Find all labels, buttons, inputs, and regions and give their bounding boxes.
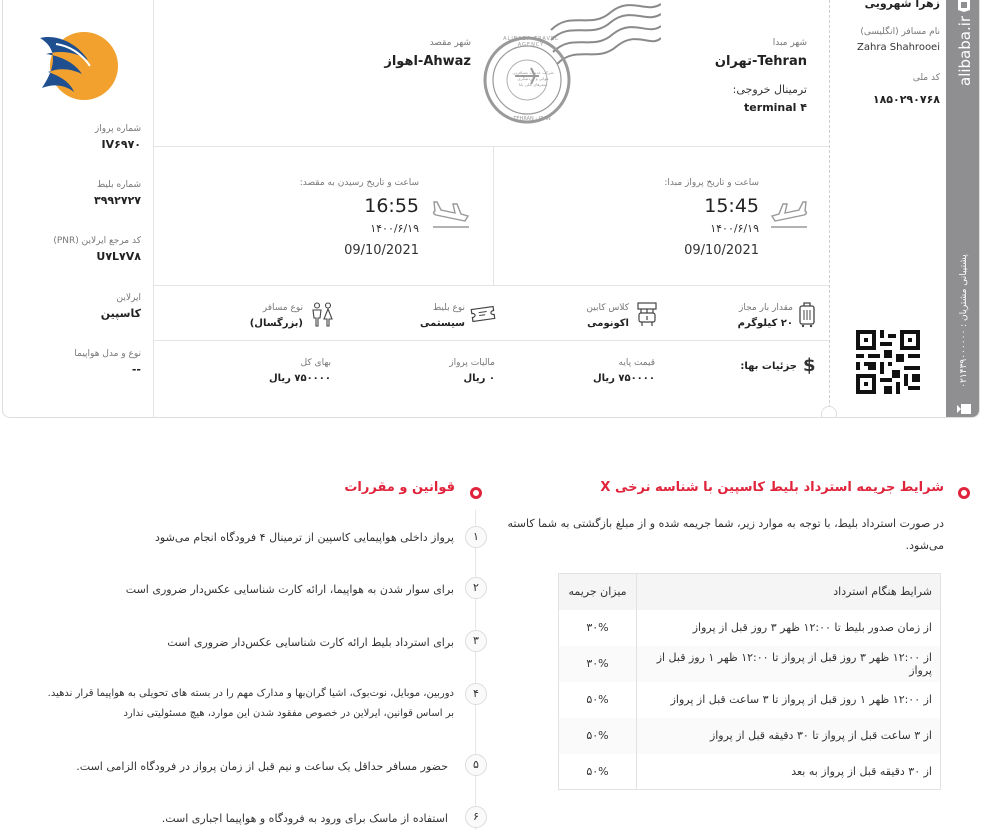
aircraft-label: نوع و مدل هواپیما	[74, 349, 141, 359]
rule-number: ۶	[465, 806, 487, 828]
rule-number: ۲	[465, 577, 487, 599]
refund-title: شرایط جریمه استرداد بلیط کاسپین با شناسه نرخی X	[600, 480, 944, 495]
passenger-name-en: Zahra Shahrooei	[857, 42, 940, 53]
ticket-number: ۳۹۹۲۷۲۷	[94, 194, 141, 207]
refund-penalty: ۵۰%	[559, 718, 637, 754]
departure-date-fa: ۱۴۰۰/۶/۱۹	[710, 222, 759, 235]
ticket-type: سیستمی	[420, 318, 465, 329]
stamp-top-text: ALIBABA TRAVEL AGENCY	[503, 36, 559, 48]
refund-table	[558, 573, 941, 790]
passenger-name: زهرا شهرویی	[864, 0, 940, 10]
divider	[153, 340, 829, 341]
tear-line	[829, 0, 830, 418]
national-id: ۱۸۵۰۲۹۰۷۶۸	[872, 93, 940, 106]
dollar-icon: $	[803, 355, 816, 376]
table-row	[559, 646, 941, 682]
ticket-number-label: شماره بلیط	[96, 180, 141, 190]
rule-text: استفاده از ماسک برای ورود به فرودگاه و هواپیما اجباری است.	[161, 812, 448, 825]
arrival-label: ساعت و تاریخ رسیدن به مقصد:	[299, 178, 419, 188]
departure-label: ساعت و تاریخ پرواز مبدا:	[664, 178, 759, 188]
column-header-condition: شرایط هنگام استرداد	[637, 574, 941, 610]
alibaba-logo-icon	[956, 0, 972, 12]
flight-number-label: شماره پرواز	[94, 124, 141, 134]
rules-title: قوانین و مقررات	[344, 480, 455, 495]
refund-condition: از ۳۰ دقیقه قبل از پرواز به بعد	[791, 764, 932, 778]
stamp-center-text: شرکت خدمات مسافرتی هوایی و گردشگری سفرهای علی بابا	[512, 70, 554, 87]
plane-takeoff-icon	[769, 196, 809, 230]
table-row	[559, 718, 941, 754]
price-title: جزئیات بها:	[740, 361, 797, 372]
baggage-label: مقدار بار مجاز	[739, 303, 793, 313]
rule-number: ۱	[465, 526, 487, 548]
pnr-label: کد مرجع ایرلاین (PNR)	[53, 236, 141, 246]
alibaba-logo-icon	[957, 404, 971, 414]
brand-site: alibaba.ir	[956, 15, 974, 86]
caspian-logo-icon	[36, 30, 124, 102]
national-id-label: کد ملی	[912, 73, 940, 83]
airline-label: ایرلاین	[116, 293, 141, 303]
baggage: ۲۰ کیلوگرم	[737, 318, 793, 329]
cabin-label: کلاس کابین	[586, 303, 629, 313]
destination-city: Ahwaz-اهواز	[384, 54, 471, 69]
rule-number: ۴	[465, 683, 487, 705]
ticket-type-label: نوع بلیط	[432, 303, 465, 313]
terminal-label: ترمینال خروجی:	[732, 83, 807, 96]
brand-strip	[946, 0, 980, 418]
refund-condition: از ۱۲:۰۰ ظهر ۱ روز قبل از پرواز تا ۳ ساعت قبل از پرواز	[670, 693, 932, 706]
refund-penalty: ۵۰%	[559, 682, 637, 718]
table-row	[559, 610, 941, 646]
table-header-row	[559, 574, 941, 610]
passenger-type-label: نوع مسافر	[262, 303, 303, 313]
rule-number: ۵	[465, 754, 487, 776]
refund-penalty: ۳۰%	[559, 646, 637, 682]
rule-text-line2: بر اساس قوانین، ایرلاین در خصوص مفقود شدن این موارد، هیچ مسئولیتی ندارد	[123, 708, 454, 719]
refund-bullet	[958, 487, 970, 499]
rule-text: حضور مسافر حداقل یک ساعت و نیم قبل از زمان پرواز در فرودگاه الزامی است.	[76, 760, 448, 773]
support-phone: پشتیبانی مشتریان : ۰۲۱۴۳۹۰۰۰۰۰۰	[959, 254, 969, 388]
flight-number: IV۶۹۷۰	[101, 138, 141, 151]
table-row	[559, 754, 941, 790]
tax: ۰ ریال	[463, 373, 495, 384]
rule-text: برای استرداد بلیط ارائه کارت شناسایی عکس‌دار ضروری است	[167, 636, 454, 649]
baggage-icon	[798, 302, 816, 328]
column-header-penalty: میزان جریمه	[559, 574, 637, 610]
passenger-name-en-label: نام مسافر (انگلیسی)	[860, 27, 940, 37]
divider	[153, 285, 829, 286]
terminal: terminal ۴	[744, 101, 807, 114]
aircraft: --	[131, 363, 141, 376]
base-price: ۷۵۰۰۰۰ ریال	[592, 373, 655, 384]
rules-bullet	[470, 487, 482, 499]
rule-text: دوربین، موبایل، نوت‌بوک، اشیا گران‌بها و مدارک مهم را در بسته های تحویلی به هواپیما قرار ندهید.	[47, 688, 454, 699]
rule-text: پرواز داخلی هواپیمایی کاسپین از ترمینال ۴ فرودگاه انجام می‌شود	[155, 531, 454, 544]
origin-label: شهر مبدا	[772, 38, 807, 48]
arrival-date-en: 09/10/2021	[344, 243, 419, 258]
rule-number: ۳	[465, 630, 487, 652]
passenger-type: (بزرگسال)	[249, 318, 303, 329]
tear-notch	[821, 406, 837, 418]
divider	[153, 0, 154, 418]
cabin: اکونومی	[587, 318, 629, 329]
refund-condition: از ۱۲:۰۰ ظهر ۳ روز قبل از پرواز تا ۱۲:۰۰ ظهر ۱ روز قبل از پرواز	[637, 646, 941, 682]
plane-landing-icon	[431, 196, 471, 230]
departure-time: 15:45	[704, 195, 759, 217]
arrival-date-fa: ۱۴۰۰/۶/۱۹	[370, 222, 419, 235]
destination-label: شهر مقصد	[429, 38, 471, 48]
refund-description: در صورت استرداد بلیط، با توجه به موارد زیر، شما جریمه شده و از مبلغ بازگشتی به شما کاسته می‌شود.	[507, 517, 944, 552]
refund-condition: از زمان صدور بلیط تا ۱۲:۰۰ ظهر ۳ روز قبل از پرواز	[692, 621, 932, 634]
passenger-adult-icon	[309, 302, 335, 328]
divider	[153, 146, 829, 147]
airline: کاسپین	[100, 307, 141, 320]
divider	[493, 146, 494, 285]
pnr: U۷L۷V۸	[96, 250, 141, 263]
arrival-time: 16:55	[364, 195, 419, 217]
refund-condition: از ۳ ساعت قبل از پرواز تا ۳۰ دقیقه قبل از پرواز	[637, 718, 941, 754]
base-price-label: قیمت پایه	[618, 358, 655, 368]
cabin-seat-icon	[635, 302, 659, 328]
ticket-card	[2, 0, 980, 418]
tax-label: مالیات پرواز	[449, 358, 495, 368]
total-price-label: بهای کل	[300, 358, 331, 368]
refund-penalty: ۳۰%	[559, 610, 637, 646]
refund-penalty: ۵۰%	[559, 754, 637, 790]
stamp-bottom-text: TEHRAN - IRAN	[513, 116, 551, 122]
qr-code-icon	[856, 330, 920, 394]
origin-city: Tehran-تهران	[714, 54, 807, 69]
rule-text: برای سوار شدن به هواپیما، ارائه کارت شناسایی عکس‌دار ضروری است	[125, 583, 454, 596]
table-row	[559, 682, 941, 718]
rules-timeline	[475, 510, 476, 830]
departure-date-en: 09/10/2021	[684, 243, 759, 258]
ticket-icon	[470, 304, 496, 324]
total-price: ۷۵۰۰۰۰ ریال	[268, 373, 331, 384]
